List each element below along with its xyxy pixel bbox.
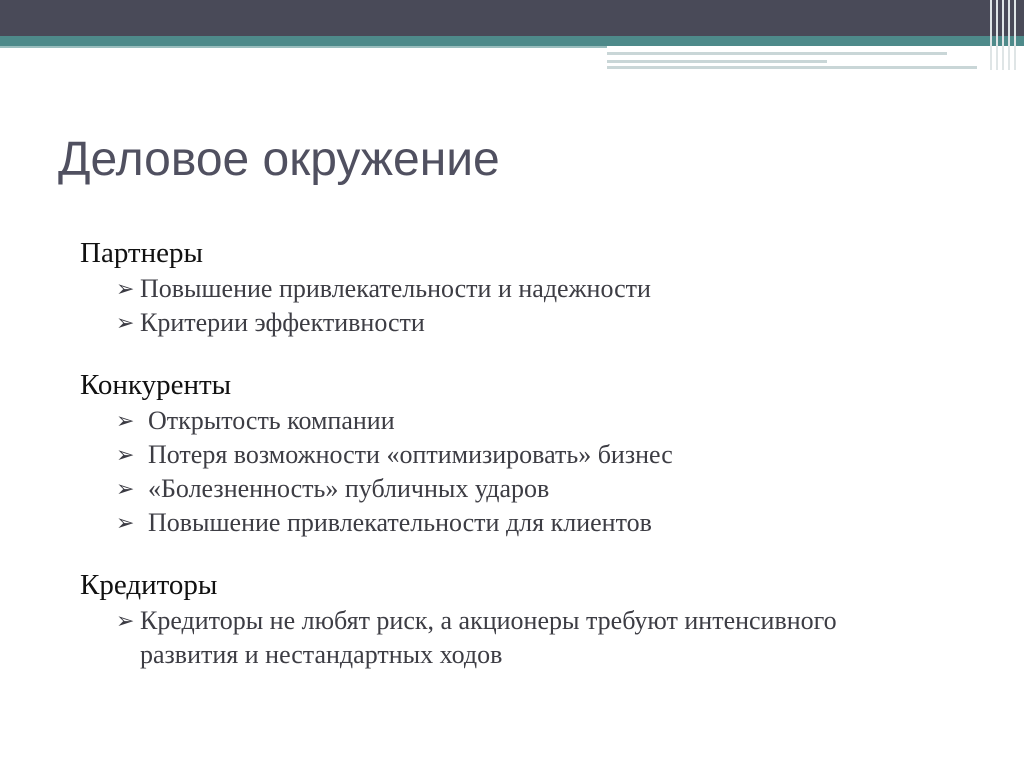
accent-band xyxy=(0,36,1024,46)
decorative-stripes xyxy=(988,0,1024,70)
list-item-text: Открытость компании xyxy=(148,406,395,435)
list-item-text: Повышение привлекательности для клиентов xyxy=(148,508,652,537)
header-bar xyxy=(0,0,1024,36)
list-item-text: «Болезненность» публичных ударов xyxy=(148,474,550,503)
list-item-text: Критерии эффективности xyxy=(140,308,425,337)
arrowhead-bullet-icon: ➢ xyxy=(116,276,135,301)
arrowhead-bullet-icon: ➢ xyxy=(116,510,135,535)
decorative-lines xyxy=(607,46,1024,72)
arrowhead-bullet-icon: ➢ xyxy=(116,476,135,501)
list-item xyxy=(80,438,980,472)
arrowhead-bullet-icon: ➢ xyxy=(116,608,135,633)
arrowhead-bullet-icon: ➢ xyxy=(116,408,135,433)
list-item xyxy=(80,472,980,506)
slide-title: Деловое окружение xyxy=(58,133,500,186)
slide-content xyxy=(80,234,980,672)
accent-line xyxy=(0,46,607,48)
section-heading-competitors: Конкуренты xyxy=(80,369,232,401)
list-item xyxy=(80,306,980,340)
section-heading-creditors: Кредиторы xyxy=(80,569,218,601)
section-heading-partners: Партнеры xyxy=(80,237,203,269)
arrowhead-bullet-icon: ➢ xyxy=(116,442,135,467)
arrowhead-bullet-icon: ➢ xyxy=(116,310,135,335)
list-item-text: Кредиторы не любят риск, а акционеры требуют интенсивного развития и нестандартных ходов xyxy=(140,606,837,669)
list-item xyxy=(80,506,980,540)
list-item xyxy=(80,404,980,438)
list-item xyxy=(80,272,980,306)
list-item xyxy=(80,604,860,672)
list-item-text: Потеря возможности «оптимизировать» бизнес xyxy=(148,440,673,469)
list-item-text: Повышение привлекательности и надежности xyxy=(140,274,651,303)
